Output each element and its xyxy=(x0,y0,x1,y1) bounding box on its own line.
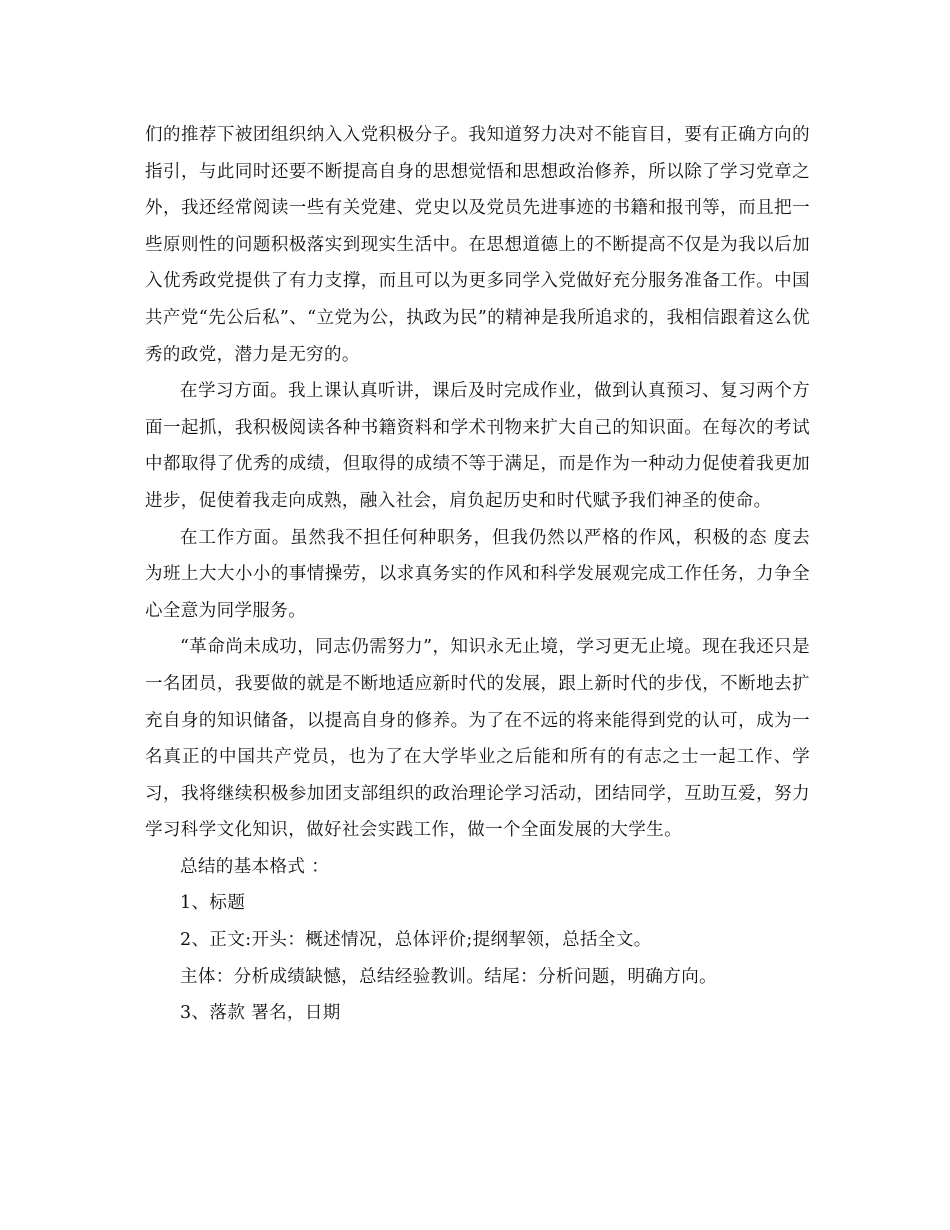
document-body xyxy=(145,117,810,1032)
paragraph-revolution: “革命尚未成功，同志仍需努力”，知识永无止境，学习更无止境。现在我还只是一名团员，我要做的就是不断地适应新时代的发展，跟上新时代的步伐，不断地去扩充自身的知识储备，以提高自身的修养。为了在不远的将来能得到党的认可，成为一名真正的中国共产党员，也为了在大学毕业之后能和所有的有志之士一起工作、学习，我将继续积极参加团支部组织的政治理论学习活动，团结同学，互助互爱，努力学习科学文化知识，做好社会实践工作，做一个全面发展的大学生。 xyxy=(145,637,810,841)
format-item-main: 主体：分析成绩缺憾，总结经验教训。结尾：分析问题，明确方向。 xyxy=(180,966,717,987)
paragraph-party-activism: 们的推荐下被团组织纳入入党积极分子。我知道努力决对不能盲目，要有正确方向的指引，与此同时还要不断提高自身的思想觉悟和思想政治修养，所以除了学习党章之外，我还经常阅读一些有关党建、党史以及党员先进事迹的书籍和报刊等，而且把一些原则性的问题积极落实到现实生活中。在思想道德上的不断提高不仅是为我以后加入优秀政党提供了有力支撑，而且可以为更多同学入党做好充分服务准备工作。中国共产党“先公后私”、“立党为公，执政为民”的精神是我所追求的，我相信跟着这么优秀的政党，潜力是无穷的。 xyxy=(145,125,810,365)
format-item-title: 1、标题 xyxy=(180,893,246,914)
format-heading: 总结的基本格式 ： xyxy=(180,856,330,877)
paragraph-work: 在工作方面。虽然我不担任何种职务，但我仍然以严格的作风，积极的态 度去为班上大大小小的事情操劳，以求真务实的作风和科学发展观完成工作任务，力争全心全意为同学服务。 xyxy=(145,527,810,621)
paragraph-study: 在学习方面。我上课认真听讲，课后及时完成作业，做到认真预习、复习两个方面一起抓，我积极阅读各种书籍资料和学术刊物来扩大自己的知识面。在每次的考试中都取得了优秀的成绩，但取得的成绩不等于满足，而是作为一种动力促使着我更加进步，促使着我走向成熟，融入社会，肩负起历史和时代赋予我们神圣的使命。 xyxy=(145,381,810,511)
format-item-body: 2、正文:开头：概述情况，总体评价;提纲挈领，总括全文。 xyxy=(180,930,652,951)
format-item-signoff: 3、落款 署名，日期 xyxy=(180,1003,341,1024)
